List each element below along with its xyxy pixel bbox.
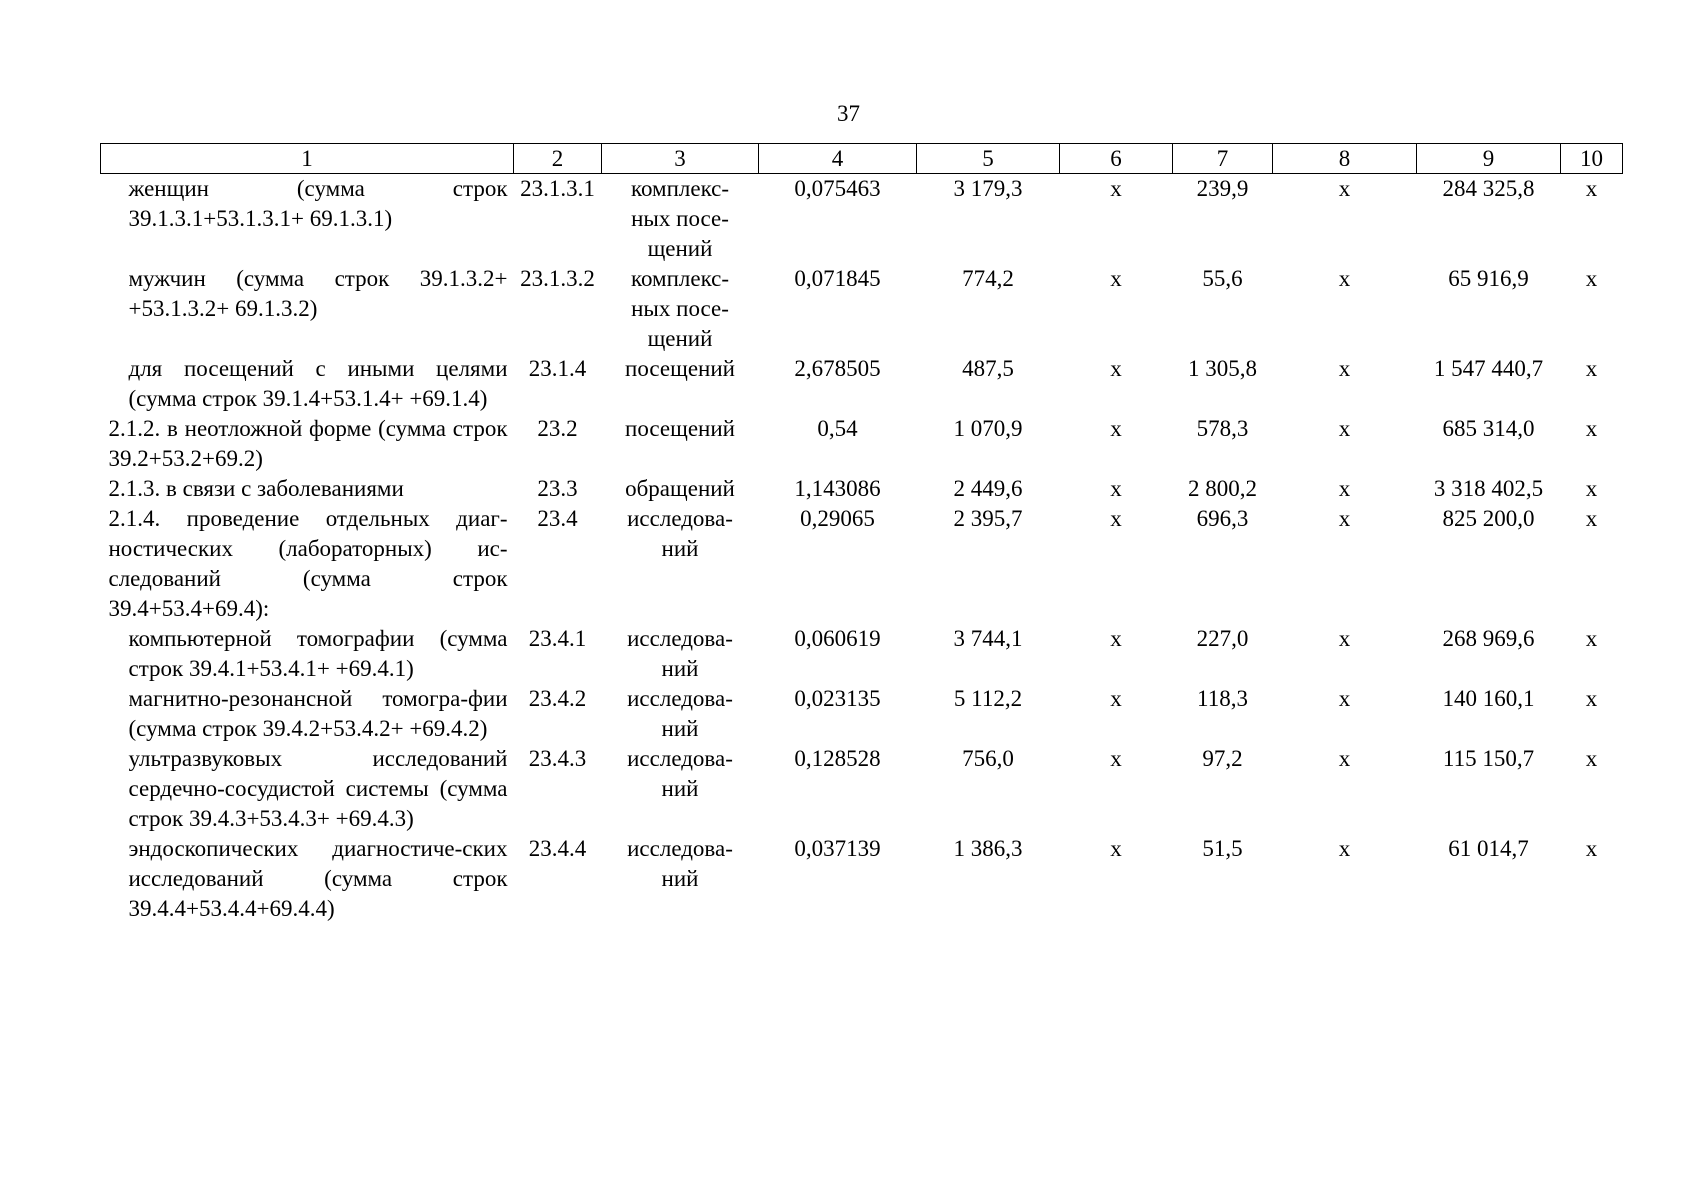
column-header: 8 (1273, 144, 1417, 174)
column-header: 1 (101, 144, 514, 174)
row-code-cell: 23.3 (537, 476, 578, 501)
column-header: 6 (1060, 144, 1173, 174)
col-7-value-cell: 2 800,2 (1188, 476, 1257, 501)
col-10-value-cell: х (1585, 476, 1598, 501)
unit-cell: комплекс-ных посе-щений (630, 266, 730, 351)
row-code-cell: 23.4.3 (528, 746, 587, 771)
total-value-cell: 3 318 402,5 (1433, 476, 1544, 501)
col-7-value-cell: 55,6 (1202, 266, 1243, 291)
col-6-value-cell: х (1110, 416, 1122, 441)
col-6-value-cell: х (1110, 266, 1122, 291)
row-code-cell: 23.4 (537, 506, 578, 531)
col-10-value-cell: х (1585, 356, 1598, 381)
total-value-cell: 685 314,0 (1442, 416, 1535, 441)
table-row (101, 744, 1623, 834)
table-row (101, 174, 1623, 265)
indicator-name-cell: 2.1.3. в связи с заболеваниями (108, 476, 404, 501)
norm-value-cell: 0,023135 (794, 686, 881, 711)
norm-value-cell: 0,128528 (794, 746, 881, 771)
col-8-value-cell: х (1338, 836, 1351, 861)
col-10-value-cell: х (1585, 176, 1598, 201)
col-8-value-cell: х (1338, 176, 1351, 201)
norm-value-cell: 0,29065 (800, 506, 875, 531)
total-value-cell: 284 325,8 (1442, 176, 1535, 201)
table-row (101, 414, 1623, 474)
column-header: 10 (1561, 144, 1623, 174)
col-6-value-cell: х (1110, 686, 1122, 711)
table-row (101, 354, 1623, 414)
unit-cell: исследова-ний (627, 686, 733, 741)
col-6-value-cell: х (1110, 836, 1122, 861)
col-6-value-cell: х (1110, 176, 1122, 201)
norm-value-cell: 0,037139 (794, 836, 881, 861)
indicator-name-cell: 2.1.2. в неотложной форме (сумма строк 39.2+53.2+69.2) (108, 416, 508, 471)
column-header: 2 (514, 144, 602, 174)
unit-cost-cell: 3 744,1 (953, 626, 1023, 651)
unit-cell: исследова-ний (627, 506, 733, 561)
col-7-value-cell: 97,2 (1202, 746, 1243, 771)
data-table (100, 143, 1623, 924)
col-7-value-cell: 1 305,8 (1188, 356, 1257, 381)
col-7-value-cell: 578,3 (1196, 416, 1249, 441)
table-row (101, 264, 1623, 354)
total-value-cell: 1 547 440,7 (1433, 356, 1544, 381)
table-row (101, 474, 1623, 504)
column-header: 3 (602, 144, 759, 174)
table-row (101, 684, 1623, 744)
row-code-cell: 23.4.4 (528, 836, 587, 861)
unit-cost-cell: 774,2 (962, 266, 1014, 291)
col-10-value-cell: х (1585, 416, 1598, 441)
col-6-value-cell: х (1110, 506, 1122, 531)
row-code-cell: 23.4.1 (528, 626, 587, 651)
unit-cell: исследова-ний (627, 836, 733, 891)
col-7-value-cell: 239,9 (1196, 176, 1249, 201)
col-10-value-cell: х (1585, 506, 1598, 531)
column-header: 9 (1417, 144, 1561, 174)
unit-cost-cell: 487,5 (962, 356, 1014, 381)
norm-value-cell: 0,071845 (794, 266, 881, 291)
row-code-cell: 23.1.3.1 (520, 176, 595, 201)
col-8-value-cell: х (1338, 686, 1351, 711)
table-row (101, 624, 1623, 684)
unit-cost-cell: 2 449,6 (953, 476, 1023, 501)
norm-value-cell: 0,075463 (794, 176, 881, 201)
col-8-value-cell: х (1338, 626, 1351, 651)
row-code-cell: 23.2 (537, 416, 578, 441)
indicator-name-cell: ультразвуковых исследований сердечно-сосудистой системы (сумма строк 39.4.3+53.4.3+ +69.4.3) (128, 746, 508, 831)
total-value-cell: 115 150,7 (1442, 746, 1535, 771)
unit-cell: исследова-ний (627, 746, 733, 801)
unit-cell: комплекс-ных посе-щений (630, 176, 730, 261)
unit-cost-cell: 2 395,7 (953, 506, 1023, 531)
indicator-name-cell: магнитно-резонансной томогра-фии (сумма строк 39.4.2+53.4.2+ +69.4.2) (128, 686, 508, 741)
norm-value-cell: 2,678505 (794, 356, 881, 381)
norm-value-cell: 1,143086 (794, 476, 881, 501)
unit-cost-cell: 1 070,9 (953, 416, 1023, 441)
table-row (101, 504, 1623, 624)
unit-cost-cell: 1 386,3 (953, 836, 1023, 861)
unit-cell: исследова-ний (627, 626, 733, 681)
page-number: 37 (837, 101, 860, 126)
table-row (101, 834, 1623, 924)
col-8-value-cell: х (1338, 746, 1351, 771)
col-8-value-cell: х (1338, 416, 1351, 441)
col-10-value-cell: х (1585, 266, 1598, 291)
table-body (101, 174, 1623, 925)
col-10-value-cell: х (1585, 836, 1598, 861)
unit-cost-cell: 3 179,3 (953, 176, 1023, 201)
indicator-name-cell: 2.1.4. проведение отдельных диаг-ностических (лабораторных) ис-следований (сумма строк 39.4+53.4+69.4): (108, 506, 508, 621)
col-10-value-cell: х (1585, 746, 1598, 771)
row-code-cell: 23.1.4 (528, 356, 587, 381)
table-header-row (101, 144, 1623, 174)
total-value-cell: 825 200,0 (1442, 506, 1535, 531)
total-value-cell: 65 916,9 (1448, 266, 1529, 291)
col-7-value-cell: 51,5 (1202, 836, 1243, 861)
col-6-value-cell: х (1110, 356, 1122, 381)
col-8-value-cell: х (1338, 506, 1351, 531)
indicator-name-cell: для посещений с иными целями (сумма строк 39.1.4+53.1.4+ +69.1.4) (128, 356, 508, 411)
col-10-value-cell: х (1585, 686, 1598, 711)
col-8-value-cell: х (1338, 356, 1351, 381)
column-header: 4 (759, 144, 917, 174)
col-6-value-cell: х (1110, 746, 1122, 771)
total-value-cell: 61 014,7 (1448, 836, 1529, 861)
row-code-cell: 23.4.2 (528, 686, 587, 711)
total-value-cell: 140 160,1 (1442, 686, 1535, 711)
unit-cost-cell: 756,0 (962, 746, 1014, 771)
col-8-value-cell: х (1338, 266, 1351, 291)
column-header: 7 (1173, 144, 1273, 174)
col-6-value-cell: х (1110, 476, 1122, 501)
col-6-value-cell: х (1110, 626, 1122, 651)
row-code-cell: 23.1.3.2 (520, 266, 595, 291)
norm-value-cell: 0,54 (817, 416, 858, 441)
column-header: 5 (917, 144, 1060, 174)
indicator-name-cell: мужчин (сумма строк 39.1.3.2+ +53.1.3.2+ 69.1.3.2) (128, 266, 508, 321)
col-7-value-cell: 118,3 (1197, 686, 1248, 711)
indicator-name-cell: женщин (сумма строк 39.1.3.1+53.1.3.1+ 69.1.3.1) (128, 176, 508, 231)
unit-cost-cell: 5 112,2 (953, 686, 1023, 711)
col-7-value-cell: 696,3 (1196, 506, 1249, 531)
norm-value-cell: 0,060619 (794, 626, 881, 651)
unit-cell: посещений (625, 356, 735, 381)
col-10-value-cell: х (1585, 626, 1598, 651)
col-8-value-cell: х (1338, 476, 1351, 501)
col-7-value-cell: 227,0 (1196, 626, 1249, 651)
unit-cell: посещений (625, 416, 735, 441)
indicator-name-cell: эндоскопических диагностиче-ских исследований (сумма строк 39.4.4+53.4.4+69.4.4) (128, 836, 508, 921)
unit-cell: обращений (625, 476, 735, 501)
indicator-name-cell: компьютерной томографии (сумма строк 39.4.1+53.4.1+ +69.4.1) (128, 626, 508, 681)
total-value-cell: 268 969,6 (1442, 626, 1535, 651)
